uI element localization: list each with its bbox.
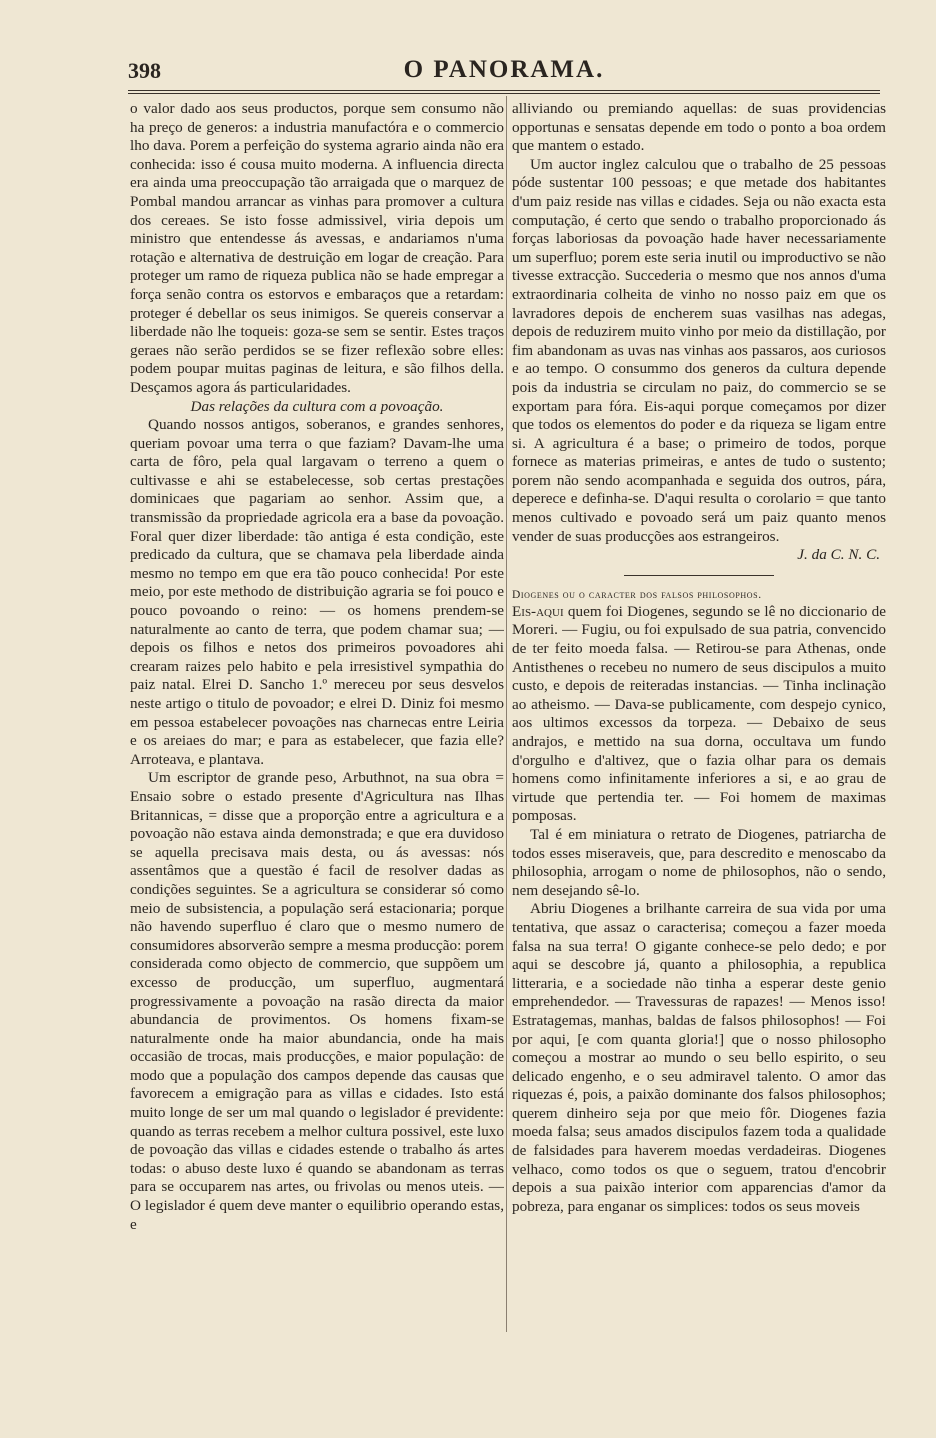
- paragraph: [512, 603, 886, 826]
- column-divider: [506, 96, 507, 1332]
- lead-words: Eis-aqui: [512, 602, 564, 620]
- paragraph-text: quem foi Diogenes, segundo se lê no diccionario de Moreri. — Fugiu, ou foi expulsado de sua patria, convencido de ter feito moeda falsa. — Retirou-se para Athenas, onde Antisthenes o recebeu no numero de seus discipulos a muito custo, e depois de reiteradas instancias. — Tinha inclinação ao atheismo. — Dava-se publicamente, com despejo cynico, aos ultimos excessos da torpeza. — Debaixo de seus andrajos, e mettido na sua dorna, occultava um fundo d'orgulho e d'altivez, que o fazia olhar para os demais homens como infinitamente inferiores a si, e ao grau de virtude que pertendia ter. — Foi homem de maximas pomposas.: [512, 602, 886, 825]
- paragraph: Um escriptor de grande peso, Arbuthnot, na sua obra = Ensaio sobre o estado presente d'Agricultura nas Ilhas Britannicas, = disse que a proporção entre a agricultura e a povoação não estava ainda demonstrada; e que era duvidoso se aquella precisava mais desta, ou ás avessas: nós assentâmos que a questão é facil de resolver dadas as condições seguintes. Se a agricultura se considerar só como meio de subsistencia, a população será estacionaria; porque não havendo superfluo é claro que o mesmo numero de consumidores absorverão sempre a mesma producção: porem considerada como objecto de commercio, que suppõem um excesso de producção, um superfluo, augmentará progressivamente a povoação na rasão directa da maior abundancia de provimentos. Os homens fixam-se naturalmente onde ha maior abundancia, onde ha mais occasião de trocas, mais producções, e maior população: de modo que a população dos campos depende das causas que favorecem a emigração para as villas e cidades. Isto está muito longe de ser um mal quando o legislador é previdente: quando as terras recebem a melhor cultura possivel, este luxo de povoação das villas e cidades estende o trabalho ás artes todas: o abuso deste luxo é quando se abandonam as terras para se occuparem nas artes, ou frivolas ou menos uteis. — O legislador é quem deve manter o equilibrio operando estas, e: [130, 769, 504, 1233]
- paragraph: Tal é em miniatura o retrato de Diogenes, patriarcha de todos esses miseraveis, que, para descredito e menoscabo da philosophia, arrogam o nome de philosophos, não o sendo, nem desejando sê-lo.: [512, 825, 886, 899]
- article-separator: [624, 575, 774, 576]
- header-rule: [128, 90, 880, 94]
- left-column: [130, 100, 504, 1336]
- journal-title: O PANORAMA.: [403, 56, 605, 83]
- paragraph: Quando nossos antigos, soberanos, e grandes senhores, queriam povoar uma terra o que faziam? Davam-lhe uma carta de fôro, pela qual largavam o terreno a quem o cultivasse e ahi se estabelecesse, sob certas prestações dominicaes que pagariam ao senhor. Assim que, a transmissão da propriedade agricola era a base da povoação. Foral quer dizer liberdade: tão antiga é esta condição, este predicado da cultura, que se chamava pela liberdade ainda mesmo no tempo em que era tão pouco conhecida! Por este meio, por este methodo de distribuição agraria se foi pouco e pouco povoando o reino: — os homens prendem-se naturalmente ao canto de terra, que podem chamar sua; — depois os filhos e netos dos primeiros povoadores ahi crearam raizes pelo habito e pela irresistivel sympathia do paiz natal. Elrei D. Sancho 1.º mereceu por seus desvelos neste artigo o titulo de povoador; e elrei D. Diniz foi mesmo em pessoa estabelecer povoações nas charnecas entre Leiria e os areiaes do mar; e para as estabelecer, que fazia elle? Arroteava, e plantava.: [130, 416, 504, 768]
- paragraph: Um auctor inglez calculou que o trabalho de 25 pessoas póde sustentar 100 pessoas; e que metade dos habitantes d'um paiz reside nas villas e cidades. Seja ou não exacta esta computação, é certo que sendo o trabalho proporcionado ás forças laboriosas da povoação hade haver necessariamente um superfluo; porem este seria inutil ou improductivo se não tivesse extracção. Succederia o mesmo que nos annos d'uma extraordinaria colheita de vinho no nosso paiz em que os lavradores depois de encherem suas vasilhas nas adegas, depois de reduzirem muito vinho por meio da distillação, por fim abandonam as uvas nas vinhas aos passaros, aos curiosos e ao tempo. O consummo dos generos da cultura depende pois da industria se circulam no paiz, do commercio se se exportam para fóra. Eis-aqui porque começamos por dizer que todos os elementos do poder e da riqueza se ligam entre si. A agricultura é a base; o primeiro de todos, porque fornece as materias primeiras, e antes de tudo o sustento; porem não sendo acompanhada e seguida dos outros, pára, deperece e definha-se. D'aqui resulta o corolario = que tanto menos cultivado e povoado será um paiz quanto menos vender de suas producções aos estrangeiros.: [512, 155, 886, 545]
- page-header: [128, 56, 880, 92]
- article-title: Diogenes ou o caracter dos falsos philosophos.: [512, 588, 762, 601]
- right-column: [512, 100, 886, 1336]
- section-subheading: Das relações da cultura com a povoação.: [190, 397, 444, 415]
- page-number: 398: [128, 58, 161, 83]
- author-signature: J. da C. N. C.: [797, 546, 880, 564]
- paragraph: o valor dado aos seus productos, porque sem consumo não ha preço de generos: a industria manufactóra e o commercio lho dava. Porem a perfeição do systema agrario ainda não era conhecida: isso é cousa muito moderna. A influencia directa era ainda uma preoccupação tão arraigada que o marquez de Pombal mandou arrancar as vinhas para promover a cultura dos cereaes. Se isto fosse admissivel, viria depois um ministro que entendesse ás avessas, e andariamos n'uma rotação e alternativa de destruição em logar de creação. Para proteger um ramo de riqueza publica não se hade empregar a força senão contra os estorvos e embaraços que a retardam: proteger é debellar os seus inimigos. Se quereis conservar a liberdade não lhe toqueis: goza-se sem se sentir. Estes traços geraes não serão perdidos se se fizer reflexão sobre elles: podem poupar muitas paginas de leitura, e são filhos della. Desçamos agora ás particularidades.: [130, 100, 504, 396]
- paragraph: Abriu Diogenes a brilhante carreira de sua vida por uma tentativa, que assaz o caracterisa; começou a fazer moeda falsa na sua terra! O gigante conhece-se pelo dedo; e por aqui se descobre já, quanto a philosophia, a republica litteraria, e a sociedade não tinha a esperar deste genio emprehendedor. — Travessuras de rapazes! — Menos isso! Estratagemas, manhas, baldas de falsos philosophos! — Foi por aqui, [e com quanta gloria!] que o nosso philosopho começou a mostrar ao mundo o seu bello espirito, o seu delicado engenho, e o seu admiravel talento. O amor das riquezas é, pois, a paixão dominante dos falsos philosophos; querem dinheiro seja por que meio fôr. Diogenes fazia moeda falsa; seus amados discipulos fazem toda a qualidade de falsidades para haverem moedas verdadeiras. Diogenes velhaco, como todos os que o seguem, tratou d'encobrir depois a sua paixão interior com apparencias d'amor da pobreza, para enganar os simplices: todos os seus moveis: [512, 900, 886, 1215]
- paragraph: alliviando ou premiando aquellas: de suas providencias opportunas e sensatas depende em todo o ponto a boa ordem que mantem o estado.: [512, 100, 886, 155]
